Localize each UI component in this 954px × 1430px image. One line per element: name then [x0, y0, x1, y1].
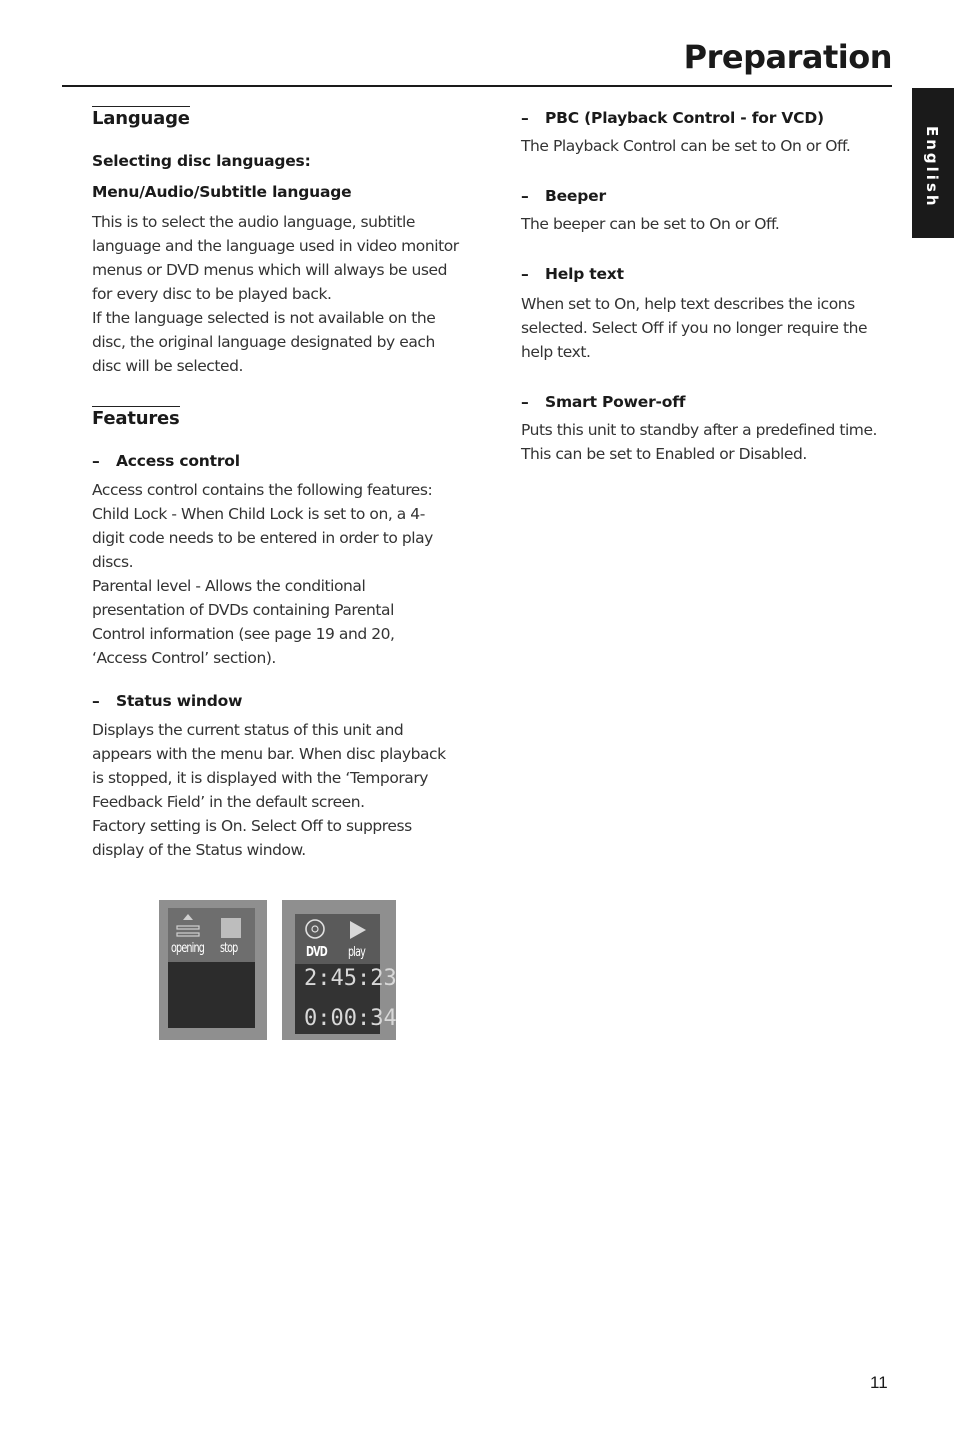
- help-text-heading: [521, 260, 893, 288]
- text-line: Access control contains the following features:: [92, 481, 433, 499]
- smart-power-off-text: [521, 418, 893, 466]
- language-subhead-2: Menu/Audio/Subtitle language: [92, 183, 352, 201]
- text-line: help text.: [521, 343, 591, 361]
- elapsed-time-readout: 0:00:34: [304, 1006, 397, 1031]
- text-line: discs.: [92, 553, 134, 571]
- text-line: This can be set to Enabled or Disabled.: [521, 445, 807, 463]
- item-heading-text: Beeper: [545, 187, 606, 205]
- text-line: selected. Select Off if you no longer require the: [521, 319, 868, 337]
- beeper-text: [521, 212, 893, 236]
- text-line: The Playback Control can be set to On or Off.: [521, 137, 851, 155]
- text-line: This is to select the audio language, subtitle: [92, 213, 415, 231]
- text-line: menus or DVD menus which will always be used: [92, 261, 448, 279]
- text-line: language and the language used in video monitor: [92, 237, 459, 255]
- language-tab-label: English: [923, 126, 941, 209]
- beeper-heading: [521, 182, 893, 210]
- access-control-heading: [92, 446, 467, 477]
- panel-display-area: [168, 962, 255, 1028]
- page-title: Preparation: [683, 38, 892, 76]
- opening-label: opening: [171, 941, 205, 956]
- text-line: display of the Status window.: [92, 841, 306, 859]
- text-line: The beeper can be set to On or Off.: [521, 215, 780, 233]
- dash: –: [92, 692, 100, 710]
- text-line: ‘Access Control’ section).: [92, 649, 276, 667]
- help-text-text: [521, 292, 893, 364]
- text-line: Child Lock - When Child Lock is set to on, a 4-: [92, 505, 425, 523]
- pbc-heading: [521, 104, 893, 132]
- language-subhead-1: Selecting disc languages:: [92, 152, 311, 170]
- language-section-title: Language: [92, 108, 190, 129]
- features-section-title: Features: [92, 408, 180, 429]
- dash: –: [92, 452, 100, 470]
- status-window-text: [92, 718, 467, 862]
- text-line: appears with the menu bar. When disc playback: [92, 745, 446, 763]
- text-line: for every disc to be played back.: [92, 285, 332, 303]
- smart-power-off-heading: [521, 388, 893, 416]
- item-heading-text: Help text: [545, 265, 624, 283]
- play-label: play: [348, 945, 366, 960]
- page-number: 11: [870, 1373, 888, 1392]
- left-column: [92, 100, 467, 862]
- disc-icon: [304, 918, 326, 940]
- stop-icon: [221, 918, 241, 938]
- access-control-text: [92, 478, 467, 670]
- item-heading-text: PBC (Playback Control - for VCD): [545, 109, 824, 127]
- text-line: Displays the current status of this unit and: [92, 721, 404, 739]
- text-line: Parental level - Allows the conditional: [92, 577, 366, 595]
- text-line: Factory setting is On. Select Off to suppress: [92, 817, 412, 835]
- text-line: Feedback Field’ in the default screen.: [92, 793, 365, 811]
- dvd-label: DVD: [306, 945, 327, 960]
- language-para-1: [92, 210, 467, 378]
- text-line: When set to On, help text describes the icons: [521, 295, 855, 313]
- text-line: digit code needs to be entered in order to play: [92, 529, 433, 547]
- text-line: disc, the original language designated by each: [92, 333, 435, 351]
- text-line: Control information (see page 19 and 20,: [92, 625, 395, 643]
- dash: –: [521, 187, 529, 205]
- text-line: disc will be selected.: [92, 357, 243, 375]
- stop-label: stop: [220, 941, 238, 956]
- right-column: [521, 104, 893, 466]
- dash: –: [521, 393, 529, 411]
- text-line: If the language selected is not available on the: [92, 309, 436, 327]
- play-icon: [348, 920, 368, 940]
- item-heading-text: Smart Power-off: [545, 393, 686, 411]
- total-time-readout: 2:45:23: [304, 966, 397, 991]
- item-heading-text: Access control: [116, 452, 240, 470]
- text-line: presentation of DVDs containing Parental: [92, 601, 394, 619]
- dash: –: [521, 109, 529, 127]
- dash: –: [521, 265, 529, 283]
- pbc-text: [521, 134, 893, 158]
- text-line: Puts this unit to standby after a predefined time.: [521, 421, 878, 439]
- status-panel-playing: [282, 900, 396, 1040]
- text-line: is stopped, it is displayed with the ‘Temporary: [92, 769, 428, 787]
- status-window-heading: [92, 686, 467, 717]
- eject-icon: [175, 914, 201, 940]
- language-tab: [912, 88, 954, 238]
- status-panel-stopped: [159, 900, 267, 1040]
- item-heading-text: Status window: [116, 692, 243, 710]
- header-rule: [62, 85, 892, 87]
